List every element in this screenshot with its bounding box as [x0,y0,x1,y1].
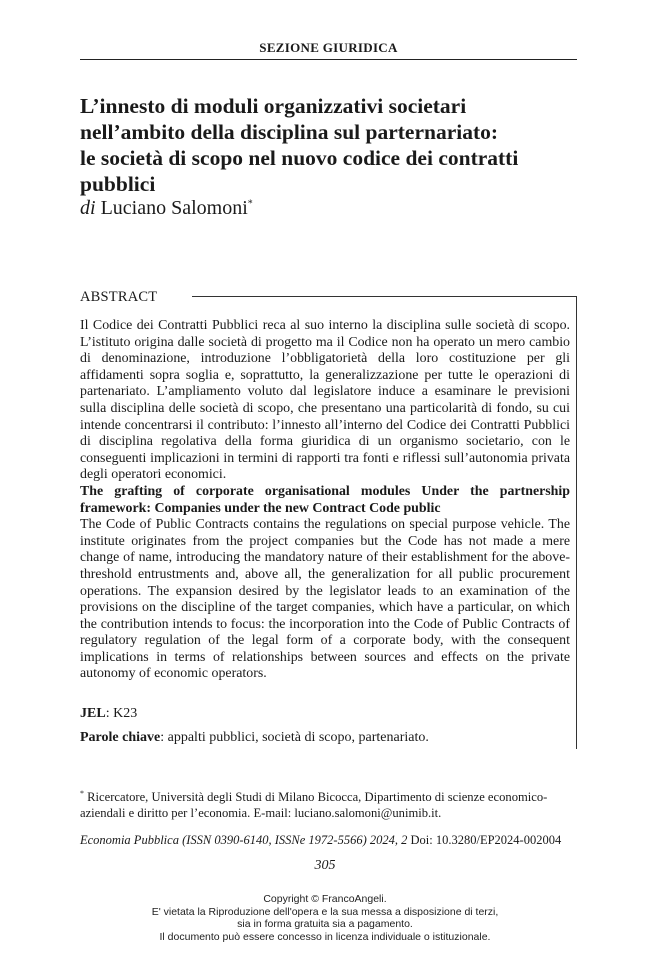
keywords-label: Parole chiave [80,730,161,745]
journal-citation [80,833,590,848]
title-line: nell’ambito della disciplina sul parternariato: [80,120,499,144]
copyright-notice [0,893,650,943]
abstract-body [80,318,570,683]
abstract-label: ABSTRACT [80,289,158,305]
copyright-line: sia in forma gratuita sia a pagamento. [237,918,413,930]
author-line [80,197,253,220]
title-line: le società di scopo nel nuovo codice dei contratti [80,146,519,170]
journal-name: Economia Pubblica (ISSN 0390-6140, ISSNe 1972-5566) 2024, 2 [80,833,408,847]
header-rule [80,59,577,60]
copyright-line: Copyright © FrancoAngeli. [263,893,387,905]
abstract-italian: Il Codice dei Contratti Pubblici reca al suo interno la disciplina sulle società di scopo. L’istituto origina dalle società di progetto ma il Codice non ha operato un mero cambio di denominazione, introduzione l’obbligatorietà della loro costituzione per gli affidamenti sopra soglia e, soprattutto, la generalizzazione per tutte le operazioni di partenariato. L’ampliamento voluto dal legislatore induce a esaminare le previsioni sulla disciplina delle società di scopo, che presentano una particolarità di fondo, su cui intende concentrarsi il contributo: l’innesto all’interno del Codice dei Contratti Pubblici di disciplina regolativa della forma giuridica di un organismo societario, con le conseguenti implicazioni in termini di rapporti tra fonti e riflessi sull’autonomia privata degli operatori economici. [80,318,570,483]
author-footnote-marker: * [247,198,253,210]
title-line: L’innesto di moduli organizzativi societari [80,94,467,118]
keywords [80,730,429,746]
copyright-line: Il documento può essere concesso in licenza individuale o istituzionale. [159,930,491,943]
copyright-line: E' vietata la Riproduzione dell'opera e la sua messa a disposizione di terzi, [151,905,499,918]
footnote-marker: * [80,789,84,798]
jel-label: JEL [80,706,106,721]
abstract-english: The Code of Public Contracts contains the regulations on special purpose vehicle. The institute originates from the project companies but the Code has not made a mere change of name, introducing the mandatory nature of their establishment for the above-threshold entrustments and, above all, the generalization for all public procurement operations. The expansion desired by the legislator leads to an examination of the provisions on the discipline of the target companies, which have a particular, on which the contribution intends to focus: the incorporation into the Code of Public Contracts of regulatory regulation of the legal form of a corporate body, with the consequent implications in terms of relationships between sources and effects on the private autonomy of economic operators. [80,517,570,682]
author-prefix: di [80,197,96,219]
page-number: 305 [314,858,336,873]
jel-codes [80,706,137,722]
abstract-side-rule [576,296,577,749]
title-line: pubblici [80,172,156,196]
journal-doi: Doi: 10.3280/EP2024-002004 [407,833,562,847]
jel-value: : K23 [105,706,138,721]
keywords-value: : appalti pubblici, società di scopo, partenariato. [160,730,429,745]
abstract-english-title: The grafting of corporate organisational modules Under the partnership framework: Companies under the new Contract Code public [80,483,570,516]
section-header: SEZIONE GIURIDICA [259,40,398,55]
article-title [80,93,580,197]
author-footnote [80,786,577,821]
abstract-top-rule [192,296,577,297]
author-name: Luciano Salomoni [100,197,248,219]
footnote-text: Ricercatore, Università degli Studi di Milano Bicocca, Dipartimento di scienze economico-aziendali e diritto per l’economia. E-mail: luciano.salomoni@unimib.it. [80,790,548,821]
